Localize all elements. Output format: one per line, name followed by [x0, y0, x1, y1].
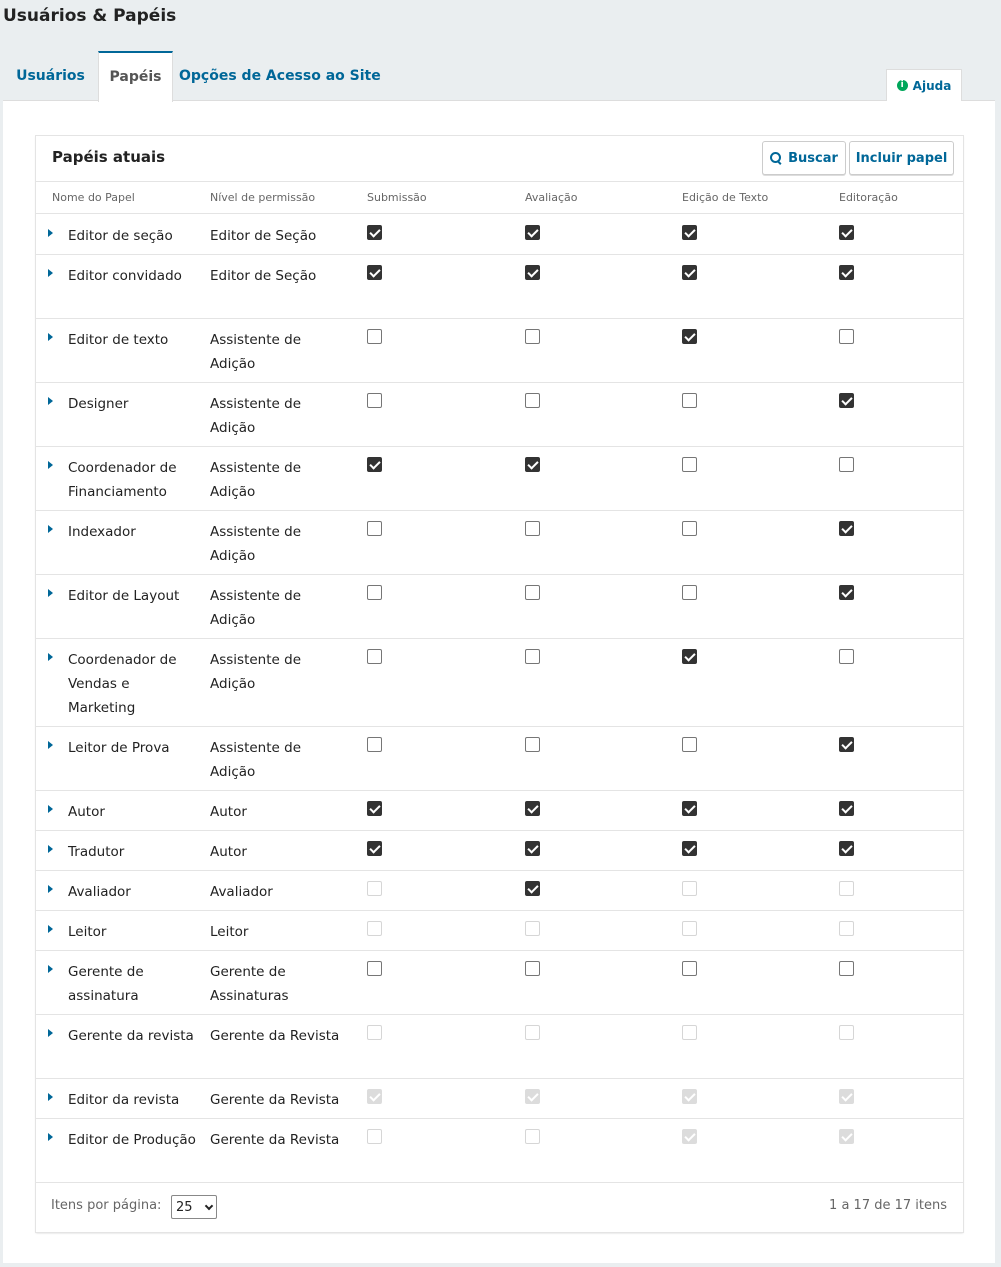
items-per-page-label: Itens por página:: [51, 1198, 162, 1213]
expand-row-icon[interactable]: [48, 229, 53, 237]
role-name: Gerente de assinatura: [68, 964, 144, 1004]
chevron-down-icon: [205, 1202, 213, 1210]
column-header-role-name: Nome do Papel: [52, 191, 135, 204]
review-checkbox[interactable]: [525, 961, 540, 976]
role-name: Autor: [68, 804, 105, 820]
copyediting-checkbox[interactable]: [682, 521, 697, 536]
column-header-production: Editoração: [839, 191, 898, 204]
help-button[interactable]: [886, 69, 962, 101]
production-checkbox[interactable]: [839, 649, 854, 664]
copyediting-checkbox: [682, 1025, 697, 1040]
table-row: [36, 1119, 963, 1183]
info-icon: i: [897, 80, 908, 91]
items-per-page-value: 25: [176, 1199, 193, 1215]
expand-row-icon[interactable]: [48, 269, 53, 277]
review-checkbox: [525, 921, 540, 936]
review-checkbox: [525, 1129, 540, 1144]
permission-level: Assistente de Adição: [210, 460, 302, 500]
copyediting-checkbox: [682, 1089, 697, 1104]
submission-checkbox[interactable]: [367, 265, 382, 280]
table-row: [36, 911, 963, 951]
submission-checkbox: [367, 1129, 382, 1144]
submission-checkbox[interactable]: [367, 649, 382, 664]
role-name: Editor de Layout: [68, 588, 180, 604]
copyediting-checkbox[interactable]: [682, 329, 697, 344]
grid-title: Papéis atuais: [52, 148, 166, 166]
expand-row-icon[interactable]: [48, 1093, 53, 1101]
permission-level: Gerente da Revista: [210, 1092, 340, 1108]
production-checkbox[interactable]: [839, 841, 854, 856]
permission-level: Autor: [210, 844, 247, 860]
search-button[interactable]: [762, 141, 846, 175]
expand-row-icon[interactable]: [48, 1029, 53, 1037]
permission-level: Assistente de Adição: [210, 524, 302, 564]
table-row: [36, 1015, 963, 1079]
review-checkbox[interactable]: [525, 329, 540, 344]
help-label: Ajuda: [912, 78, 952, 93]
production-checkbox: [839, 881, 854, 896]
roles-panel: [3, 100, 995, 1263]
copyediting-checkbox[interactable]: [682, 585, 697, 600]
submission-checkbox[interactable]: [367, 801, 382, 816]
permission-level: Autor: [210, 804, 247, 820]
review-checkbox[interactable]: [525, 649, 540, 664]
review-checkbox[interactable]: [525, 841, 540, 856]
table-row: [36, 871, 963, 911]
submission-checkbox: [367, 921, 382, 936]
expand-row-icon[interactable]: [48, 525, 53, 533]
production-checkbox[interactable]: [839, 737, 854, 752]
copyediting-checkbox: [682, 921, 697, 936]
table-row: [36, 791, 963, 831]
search-icon: [770, 152, 782, 164]
submission-checkbox[interactable]: [367, 961, 382, 976]
production-checkbox: [839, 1129, 854, 1144]
expand-row-icon[interactable]: [48, 965, 53, 973]
production-checkbox: [839, 921, 854, 936]
column-header-review: Avaliação: [525, 191, 578, 204]
review-checkbox[interactable]: [525, 881, 540, 896]
submission-checkbox[interactable]: [367, 737, 382, 752]
table-row: [36, 383, 963, 447]
tab-users[interactable]: Usuários: [16, 68, 85, 84]
copyediting-checkbox[interactable]: [682, 801, 697, 816]
submission-checkbox[interactable]: [367, 521, 382, 536]
tab-roles[interactable]: Papéis: [98, 51, 173, 102]
role-name: Editor de seção: [68, 228, 173, 244]
submission-checkbox[interactable]: [367, 393, 382, 408]
copyediting-checkbox[interactable]: [682, 225, 697, 240]
review-checkbox[interactable]: [525, 393, 540, 408]
role-name: Editor de Produção: [68, 1132, 196, 1148]
production-checkbox[interactable]: [839, 265, 854, 280]
permission-level: Leitor: [210, 924, 249, 940]
permission-level: Assistente de Adição: [210, 396, 302, 436]
table-row: [36, 1079, 963, 1119]
role-name: Indexador: [68, 524, 136, 540]
production-checkbox: [839, 1089, 854, 1104]
permission-level: Gerente de Assinaturas: [210, 964, 289, 1004]
submission-checkbox[interactable]: [367, 585, 382, 600]
expand-row-icon[interactable]: [48, 397, 53, 405]
copyediting-checkbox: [682, 881, 697, 896]
table-row: [36, 447, 963, 511]
submission-checkbox: [367, 1025, 382, 1040]
production-checkbox[interactable]: [839, 457, 854, 472]
role-name: Leitor de Prova: [68, 740, 170, 756]
expand-row-icon[interactable]: [48, 1133, 53, 1141]
role-name: Editor de texto: [68, 332, 169, 348]
item-count: 1 a 17 de 17 itens: [829, 1198, 947, 1213]
production-checkbox[interactable]: [839, 521, 854, 536]
table-row: [36, 951, 963, 1015]
submission-checkbox: [367, 1089, 382, 1104]
role-name: Tradutor: [68, 844, 125, 860]
copyediting-checkbox[interactable]: [682, 457, 697, 472]
role-name: Coordenador de Vendas e Marketing: [68, 652, 177, 716]
review-checkbox[interactable]: [525, 737, 540, 752]
copyediting-checkbox[interactable]: [682, 841, 697, 856]
permission-level: Editor de Seção: [210, 268, 317, 284]
copyediting-checkbox: [682, 1129, 697, 1144]
review-checkbox[interactable]: [525, 521, 540, 536]
production-checkbox[interactable]: [839, 961, 854, 976]
table-row: [36, 831, 963, 871]
review-checkbox[interactable]: [525, 801, 540, 816]
table-row: [36, 575, 963, 639]
production-checkbox[interactable]: [839, 585, 854, 600]
expand-row-icon[interactable]: [48, 805, 53, 813]
column-header-permission-level: Nível de permissão: [210, 191, 316, 204]
review-checkbox[interactable]: [525, 585, 540, 600]
permission-level: Assistente de Adição: [210, 588, 302, 628]
grid-header: [36, 136, 963, 182]
column-headers: [36, 182, 963, 214]
table-row: [36, 319, 963, 383]
expand-row-icon[interactable]: [48, 333, 53, 341]
production-checkbox[interactable]: [839, 329, 854, 344]
permission-level: Assistente de Adição: [210, 740, 302, 780]
permission-level: Editor de Seção: [210, 228, 317, 244]
submission-checkbox[interactable]: [367, 329, 382, 344]
review-checkbox[interactable]: [525, 265, 540, 280]
expand-row-icon[interactable]: [48, 925, 53, 933]
table-row: [36, 215, 963, 255]
review-checkbox: [525, 1025, 540, 1040]
expand-row-icon[interactable]: [48, 653, 53, 661]
production-checkbox[interactable]: [839, 801, 854, 816]
role-name: Gerente da revista: [68, 1028, 194, 1044]
role-name: Designer: [68, 396, 129, 412]
submission-checkbox[interactable]: [367, 841, 382, 856]
table-row: [36, 639, 963, 727]
review-checkbox[interactable]: [525, 225, 540, 240]
tab-site-access-options[interactable]: Opções de Acesso ao Site: [179, 68, 381, 84]
copyediting-checkbox[interactable]: [682, 393, 697, 408]
search-button-label: Buscar: [788, 150, 838, 166]
production-checkbox[interactable]: [839, 225, 854, 240]
role-name: Coordenador de Financiamento: [68, 460, 177, 500]
copyediting-checkbox[interactable]: [682, 737, 697, 752]
copyediting-checkbox[interactable]: [682, 961, 697, 976]
expand-row-icon[interactable]: [48, 589, 53, 597]
expand-row-icon[interactable]: [48, 885, 53, 893]
role-name: Leitor: [68, 924, 107, 940]
permission-level: Gerente da Revista: [210, 1028, 340, 1044]
submission-checkbox[interactable]: [367, 457, 382, 472]
expand-row-icon[interactable]: [48, 845, 53, 853]
add-role-button[interactable]: Incluir papel: [849, 141, 954, 175]
table-row: [36, 511, 963, 575]
review-checkbox[interactable]: [525, 457, 540, 472]
review-checkbox: [525, 1089, 540, 1104]
submission-checkbox: [367, 881, 382, 896]
permission-level: Assistente de Adição: [210, 332, 302, 372]
copyediting-checkbox[interactable]: [682, 265, 697, 280]
column-header-copyediting: Edição de Texto: [682, 191, 769, 204]
permission-level: Avaliador: [210, 884, 273, 900]
permission-level: Assistente de Adição: [210, 652, 302, 692]
permission-level: Gerente da Revista: [210, 1132, 340, 1148]
role-name: Editor convidado: [68, 268, 182, 284]
submission-checkbox[interactable]: [367, 225, 382, 240]
production-checkbox[interactable]: [839, 393, 854, 408]
expand-row-icon[interactable]: [48, 461, 53, 469]
items-per-page-select[interactable]: [171, 1195, 217, 1219]
production-checkbox: [839, 1025, 854, 1040]
role-name: Editor da revista: [68, 1092, 180, 1108]
column-header-submission: Submissão: [367, 191, 427, 204]
table-row: [36, 255, 963, 319]
roles-grid: [36, 136, 963, 1232]
role-name: Avaliador: [68, 884, 131, 900]
page-title: Usuários & Papéis: [3, 6, 177, 26]
grid-footer: [36, 1182, 963, 1232]
copyediting-checkbox[interactable]: [682, 649, 697, 664]
expand-row-icon[interactable]: [48, 741, 53, 749]
table-row: [36, 727, 963, 791]
